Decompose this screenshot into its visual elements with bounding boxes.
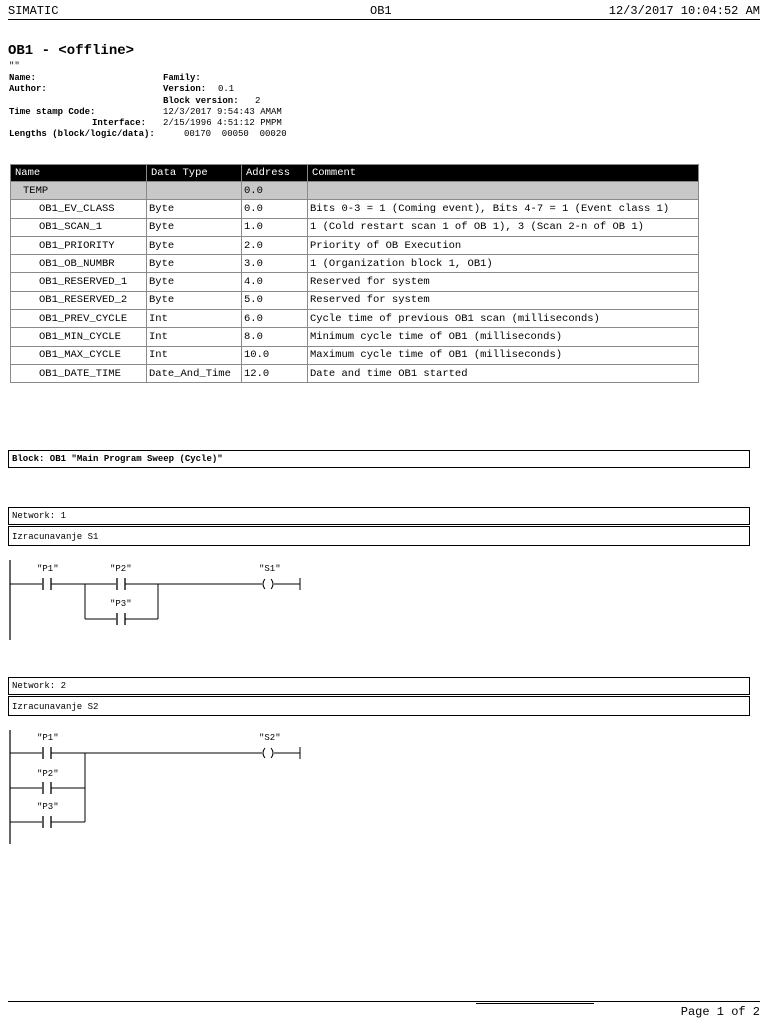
interface-value: 2/15/1996 4:51:12 PMPM — [163, 118, 282, 128]
network-1-comment: Izracunavanje S1 — [12, 532, 99, 542]
cell-type: Date_And_Time — [147, 364, 242, 382]
cell-address: 0.0 — [242, 182, 308, 200]
footer-divider — [8, 1001, 760, 1002]
author-label: Author: — [9, 84, 47, 94]
contact-label: "P3" — [37, 802, 59, 812]
network-2-ladder — [0, 730, 320, 846]
table-header-row — [11, 165, 699, 182]
cell-address: 6.0 — [242, 310, 308, 328]
cell-name: OB1_RESERVED_2 — [11, 291, 147, 309]
cell-address: 12.0 — [242, 364, 308, 382]
cell-type: Int — [147, 310, 242, 328]
cell-comment: Reserved for system — [308, 273, 699, 291]
contact-label: "P1" — [37, 564, 59, 574]
page-title: OB1 - <offline> — [8, 43, 135, 59]
cell-comment: Date and time OB1 started — [308, 364, 699, 382]
cell-address: 1.0 — [242, 218, 308, 236]
page-number: Page 1 of 2 — [680, 1005, 760, 1019]
network-2-label: Network: 2 — [12, 681, 67, 691]
contact-p3 — [43, 816, 51, 828]
cell-type: Byte — [147, 218, 242, 236]
cell-name: TEMP — [11, 182, 147, 200]
header-timestamp: 12/3/2017 10:04:52 AM — [608, 4, 760, 18]
cell-name: OB1_SCAN_1 — [11, 218, 147, 236]
cell-comment: Minimum cycle time of OB1 (milliseconds) — [308, 328, 699, 346]
cell-comment: Cycle time of previous OB1 scan (milliseconds) — [308, 310, 699, 328]
cell-type: Byte — [147, 291, 242, 309]
coil-label: "S1" — [259, 564, 281, 574]
cell-name: OB1_RESERVED_1 — [11, 273, 147, 291]
block-label: Block: OB1 — [12, 454, 67, 464]
cell-comment: Maximum cycle time of OB1 (milliseconds) — [308, 346, 699, 364]
timestamp-label: Time stamp Code: — [9, 107, 96, 117]
cell-type: Int — [147, 328, 242, 346]
cell-address: 4.0 — [242, 273, 308, 291]
contact-p2 — [43, 782, 51, 794]
cell-name: OB1_MAX_CYCLE — [11, 346, 147, 364]
cell-comment: 1 (Organization block 1, OB1) — [308, 255, 699, 273]
coil-s2 — [263, 748, 273, 758]
table-row — [11, 218, 699, 236]
cell-address: 10.0 — [242, 346, 308, 364]
family-label: Family: — [163, 73, 201, 83]
contact-p2 — [117, 578, 125, 590]
table-row-temp — [11, 182, 699, 200]
interface-table — [10, 164, 699, 383]
cell-name: OB1_PRIORITY — [11, 236, 147, 254]
cell-comment: Priority of OB Execution — [308, 236, 699, 254]
block-header-box — [8, 450, 750, 468]
table-row — [11, 328, 699, 346]
block-title: "Main Program Sweep (Cycle)" — [71, 454, 223, 464]
coil-label: "S2" — [259, 733, 281, 743]
contact-p1 — [43, 747, 51, 759]
header-block-name: OB1 — [370, 4, 392, 18]
version-label: Version: — [163, 84, 207, 94]
network-1-comment-box — [8, 526, 750, 546]
col-header-data-type: Data Type — [147, 165, 242, 182]
table-row — [11, 364, 699, 382]
header-divider — [8, 19, 760, 20]
block-quote: "" — [9, 61, 20, 71]
cell-address: 3.0 — [242, 255, 308, 273]
cell-type: Byte — [147, 200, 242, 218]
cell-type — [147, 182, 242, 200]
network-2-comment-box — [8, 696, 750, 716]
cell-name: OB1_OB_NUMBR — [11, 255, 147, 273]
interface-label: Interface: — [92, 118, 147, 128]
network-1-ladder — [0, 560, 320, 642]
cell-comment — [308, 182, 699, 200]
table-row — [11, 346, 699, 364]
cell-address: 2.0 — [242, 236, 308, 254]
cell-name: OB1_PREV_CYCLE — [11, 310, 147, 328]
contact-label: "P2" — [37, 769, 59, 779]
coil-s1 — [263, 579, 273, 589]
contact-p1 — [43, 578, 51, 590]
table-row — [11, 200, 699, 218]
cell-type: Byte — [147, 236, 242, 254]
network-2-header — [8, 677, 750, 695]
cell-name: OB1_EV_CLASS — [11, 200, 147, 218]
lengths-label: Lengths (block/logic/data): — [9, 129, 155, 139]
timestamp-code: 12/3/2017 9:54:43 AMAM — [163, 107, 282, 117]
table-row — [11, 291, 699, 309]
header-app-name: SIMATIC — [8, 4, 59, 18]
col-header-address: Address — [242, 165, 308, 182]
cell-name: OB1_DATE_TIME — [11, 364, 147, 382]
contact-label: "P2" — [110, 564, 132, 574]
cell-name: OB1_MIN_CYCLE — [11, 328, 147, 346]
block-version-value: 2 — [255, 96, 261, 106]
cell-comment: Bits 0-3 = 1 (Coming event), Bits 4-7 = 1 (Event class 1) — [308, 200, 699, 218]
cell-type: Int — [147, 346, 242, 364]
network-1-header — [8, 507, 750, 525]
cell-address: 5.0 — [242, 291, 308, 309]
name-label: Name: — [9, 73, 37, 83]
contact-label: "P1" — [37, 733, 59, 743]
cell-comment: 1 (Cold restart scan 1 of OB 1), 3 (Scan 2-n of OB 1) — [308, 218, 699, 236]
col-header-name: Name — [11, 165, 147, 182]
col-header-comment: Comment — [308, 165, 699, 182]
table-row — [11, 255, 699, 273]
table-row — [11, 236, 699, 254]
block-version-label: Block version: — [163, 96, 239, 106]
cell-comment: Reserved for system — [308, 291, 699, 309]
table-row — [11, 273, 699, 291]
cell-address: 0.0 — [242, 200, 308, 218]
contact-label: "P3" — [110, 599, 132, 609]
network-1-label: Network: 1 — [12, 511, 67, 521]
version-value: 0.1 — [218, 84, 235, 94]
table-row — [11, 310, 699, 328]
network-2-comment: Izracunavanje S2 — [12, 702, 99, 712]
footer-divider-accent — [476, 1003, 594, 1004]
cell-type: Byte — [147, 255, 242, 273]
cell-type: Byte — [147, 273, 242, 291]
lengths-value: 00170 00050 00020 — [184, 129, 287, 139]
cell-address: 8.0 — [242, 328, 308, 346]
contact-p3 — [117, 613, 125, 625]
